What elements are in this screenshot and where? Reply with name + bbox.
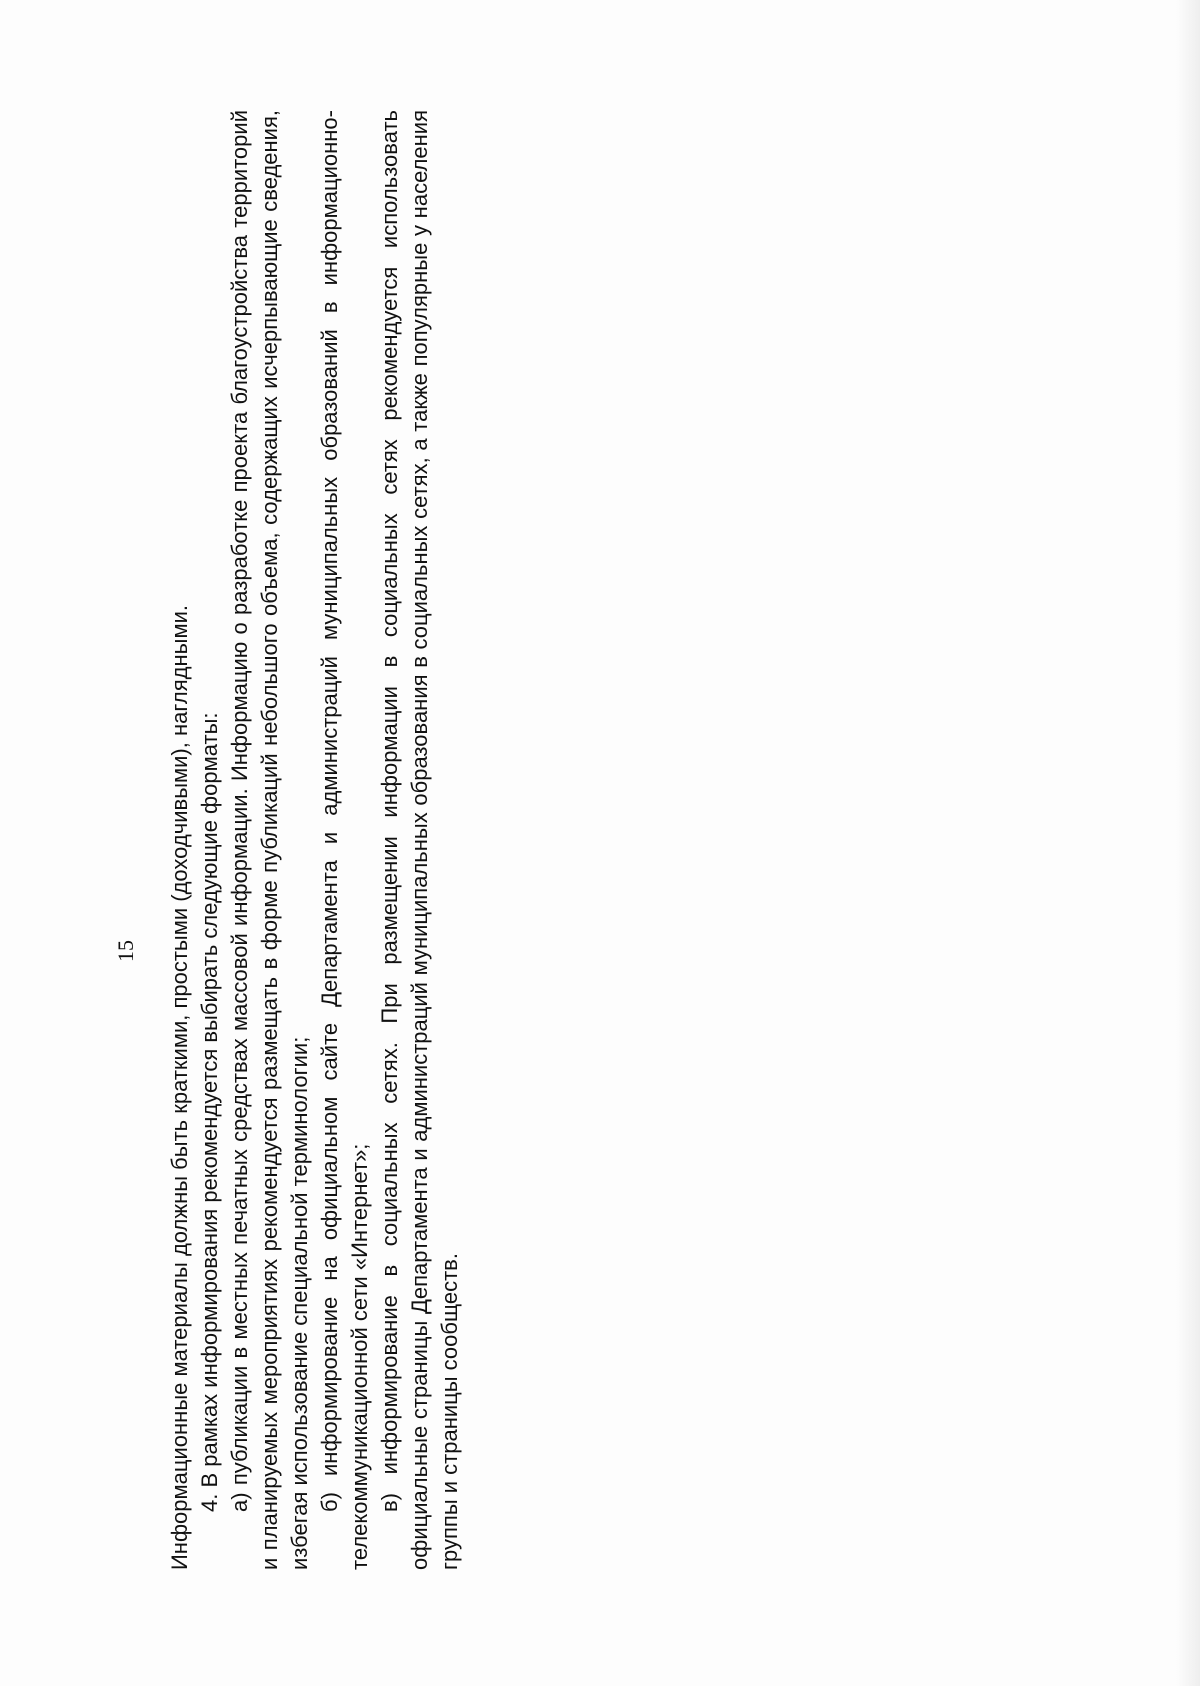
paragraph-intro: Информационные материалы должны быть краткими, простыми (доходчивыми), наглядными. <box>167 605 192 1570</box>
paragraph-item-b: б) информирование на официальном сайте Департамента и администраций муниципальных образований в информационно-телекоммуникационной сети «Интернет»; <box>317 110 372 1570</box>
paragraph-item-v: в) информирование в социальных сетях. При размещении информации в социальных сетях рекомендуется использовать официальные страницы Департамента и администраций муниципальных образования в социальных сетях, а также популярные у населения группы и страницы сообществ. <box>377 110 462 1570</box>
paragraph-item-4: 4. В рамках информирования рекомендуется выбирать следующие форматы: <box>197 712 222 1512</box>
page-number: 15 <box>113 940 138 962</box>
paragraph-item-a: а) публикации в местных печатных средствах массовой информации. Информацию о разработке проекта благоустройства территорий и планируемых мероприятиях рекомендуется размещать в форме публикаций небольшого объема, содержащих исчерпывающие сведения, избегая использование специальной терминологии; <box>227 110 312 1570</box>
rotated-text-block <box>113 110 465 1570</box>
scan-edge <box>1176 0 1200 1686</box>
